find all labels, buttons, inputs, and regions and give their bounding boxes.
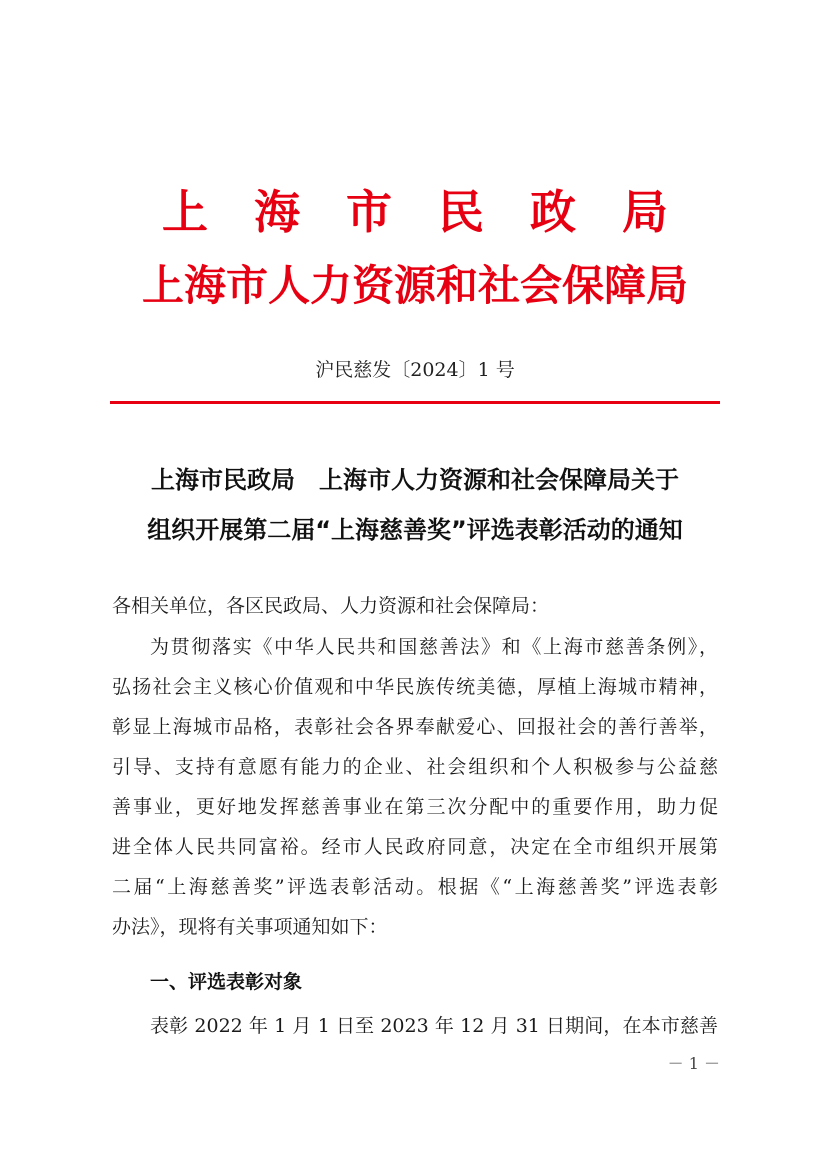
issuer-char: 政 xyxy=(530,185,576,239)
paragraph-line: 彰显上海城市品格，表彰社会各界奉献爱心、回报社会的善行善举， xyxy=(112,716,718,738)
issuer-char: 市 xyxy=(346,185,392,239)
intro-paragraph xyxy=(112,634,718,954)
issuer-char: 海 xyxy=(254,185,300,239)
section-heading: 一、评选表彰对象 xyxy=(150,971,303,993)
document-title-line-2: 组织开展第二届“上海慈善奖”评选表彰活动的通知 xyxy=(147,516,683,544)
paragraph-line: 善事业，更好地发挥慈善事业在第三次分配中的重要作用，助力促 xyxy=(112,796,718,818)
paragraph-line: 二届“上海慈善奖”评选表彰活动。根据《“上海慈善奖”评选表彰 xyxy=(112,876,718,898)
section-body-line: 表彰 2022 年 1 月 1 日至 2023 年 12 月 31 日期间，在本市慈善 xyxy=(150,1015,718,1037)
paragraph-line: 弘扬社会主义核心价值观和中华民族传统美德，厚植上海城市精神， xyxy=(112,676,718,698)
document-title-line-1: 上海市民政局 上海市人力资源和社会保障局关于 xyxy=(151,466,679,494)
salutation: 各相关单位，各区民政局、人力资源和社会保障局： xyxy=(112,595,550,617)
document-number: 沪民慈发〔2024〕1 号 xyxy=(315,359,515,381)
issuer-char: 局 xyxy=(622,185,668,239)
paragraph-line: 引导、支持有意愿有能力的企业、社会组织和个人积极参与公益慈 xyxy=(112,756,718,778)
issuer-char: 民 xyxy=(438,185,484,239)
paragraph-line: 进全体人民共同富裕。经市人民政府同意，决定在全市组织开展第 xyxy=(112,836,718,858)
issuer-line-1 xyxy=(162,186,668,238)
issuer-char: 上 xyxy=(162,185,208,239)
paragraph-line: 办法》，现将有关事项通知如下： xyxy=(112,916,388,938)
issuer-line-2: 上海市人力资源和社会保障局 xyxy=(141,261,688,310)
red-divider xyxy=(110,401,720,404)
paragraph-line: 为贯彻落实《中华人民共和国慈善法》和《上海市慈善条例》， xyxy=(150,636,718,658)
page-number: － 1 － xyxy=(667,1054,720,1073)
